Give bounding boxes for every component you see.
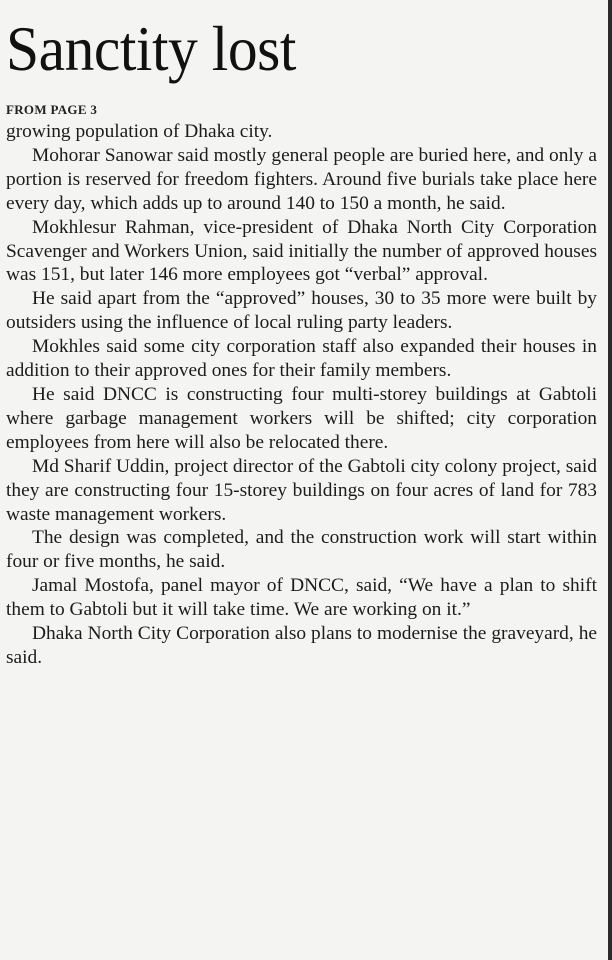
paragraph: Md Sharif Uddin, project director of the Gabtoli city colony project, said they are constructing four 15-storey buildings on four acres of land for 783 waste management workers. bbox=[6, 455, 597, 525]
continued-from-label: FROM PAGE 3 bbox=[6, 102, 98, 117]
paragraph: growing population of Dhaka city. bbox=[6, 121, 273, 142]
paragraph: Jamal Mostofa, panel mayor of DNCC, said, “We have a plan to shift them to Gabtoli but it will take time. We are working on it.” bbox=[6, 575, 597, 621]
clipping-edge bbox=[608, 0, 612, 960]
paragraph: Mohorar Sanowar said mostly general people are buried here, and only a portion is reserved for freedom fighters. Around five burials take place here every day, which adds up to around 140 to 150 a month, he said. bbox=[6, 144, 597, 214]
paragraph: Mokhles said some city corporation staff also expanded their houses in addition to their approved ones for their family members. bbox=[6, 336, 597, 382]
paragraph: He said apart from the “approved” houses, 30 to 35 more were built by outsiders using the influence of local ruling party leaders. bbox=[6, 288, 597, 334]
article-body bbox=[6, 120, 597, 670]
paragraph: Dhaka North City Corporation also plans to modernise the graveyard, he said. bbox=[6, 623, 597, 668]
paragraph: Mokhlesur Rahman, vice-president of Dhaka North City Corporation Scavenger and Workers Union, said initially the number of approved houses was 151, but later 146 more employees got “verbal” approval. bbox=[6, 216, 597, 286]
headline: Sanctity lost bbox=[6, 13, 296, 84]
paragraph: He said DNCC is constructing four multi-storey buildings at Gabtoli where garbage management workers will be shifted; city corporation employees from here will also be relocated there. bbox=[6, 383, 597, 453]
paragraph: The design was completed, and the construction work will start within four or five months, he said. bbox=[6, 527, 597, 573]
